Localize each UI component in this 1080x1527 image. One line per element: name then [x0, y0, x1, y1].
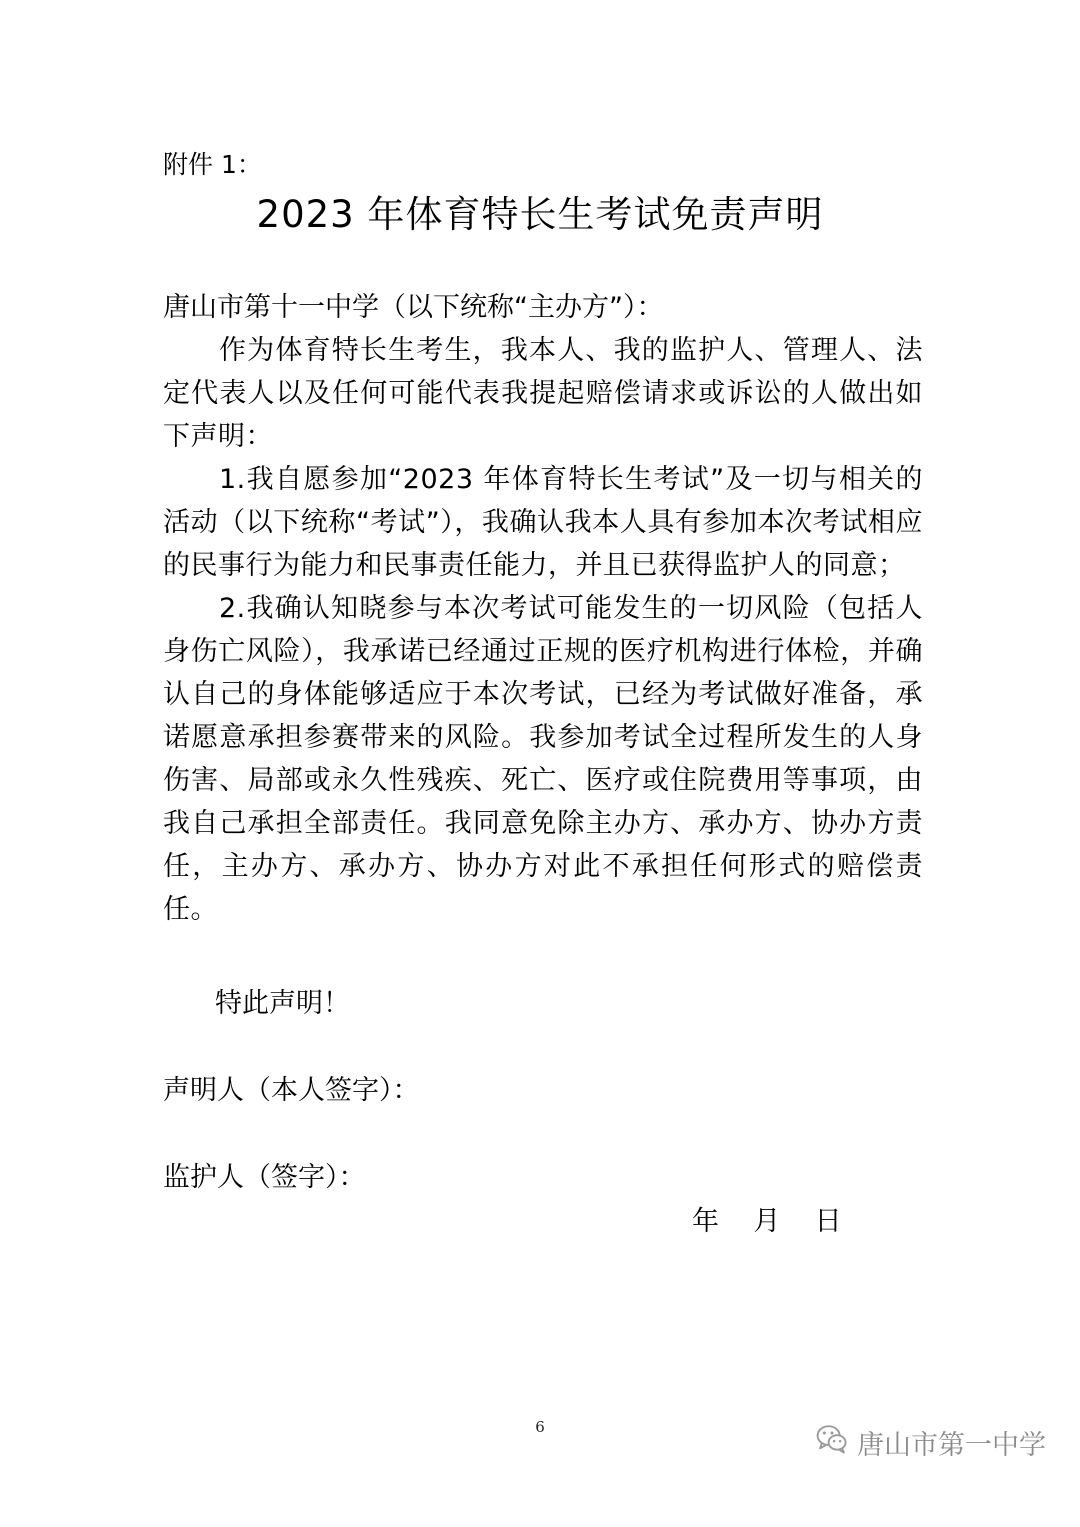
- document-title: 2023 年体育特长生考试免责声明: [256, 193, 824, 236]
- watermark-text: 唐山市第一中学: [857, 1430, 1046, 1461]
- closing-statement: 特此声明！: [215, 988, 350, 1019]
- date-line: 年 月 日: [692, 1206, 842, 1237]
- guardian-signature-line: 监护人（签字）：: [163, 1162, 366, 1193]
- paragraph-clause-2: 2.我确认知晓参与本次考试可能发生的一切风险（包括人身伤亡风险），我承诺已经通过正规的医疗机构进行体检，并确认自己的身体能够适应于本次考试，已经为考试做好准备，承诺愿意承担参赛带来的风险。我参加考试全过程所发生的人身伤害、局部或永久性残疾、死亡、医疗或住院费用等事项，由我自己承担全部责任。我同意免除主办方、承办方、协办方责任，主办方、承办方、协办方对此不承担任何形式的赔偿责任。: [163, 593, 923, 925]
- wechat-icon: [815, 1422, 849, 1463]
- addressee: 唐山市第十一中学（以下统称“主办方”）：: [163, 292, 664, 323]
- attachment-label: 附件 1：: [163, 150, 262, 179]
- page-number: 6: [535, 1418, 545, 1436]
- paragraph-clause-1: 1.我自愿参加“2023 年体育特长生考试”及一切与相关的活动（以下统称“考试”），我确认我本人具有参加本次考试相应的民事行为能力和民事责任能力，并且已获得监护人的同意；: [163, 464, 923, 581]
- watermark: [815, 1422, 1046, 1463]
- declaration-body: [163, 329, 923, 931]
- declarant-signature-line: 声明人（本人签字）：: [163, 1075, 420, 1106]
- paragraph-intro: 作为体育特长生考生，我本人、我的监护人、管理人、法定代表人以及任何可能代表我提起赔偿请求或诉讼的人做出如下声明：: [163, 335, 923, 452]
